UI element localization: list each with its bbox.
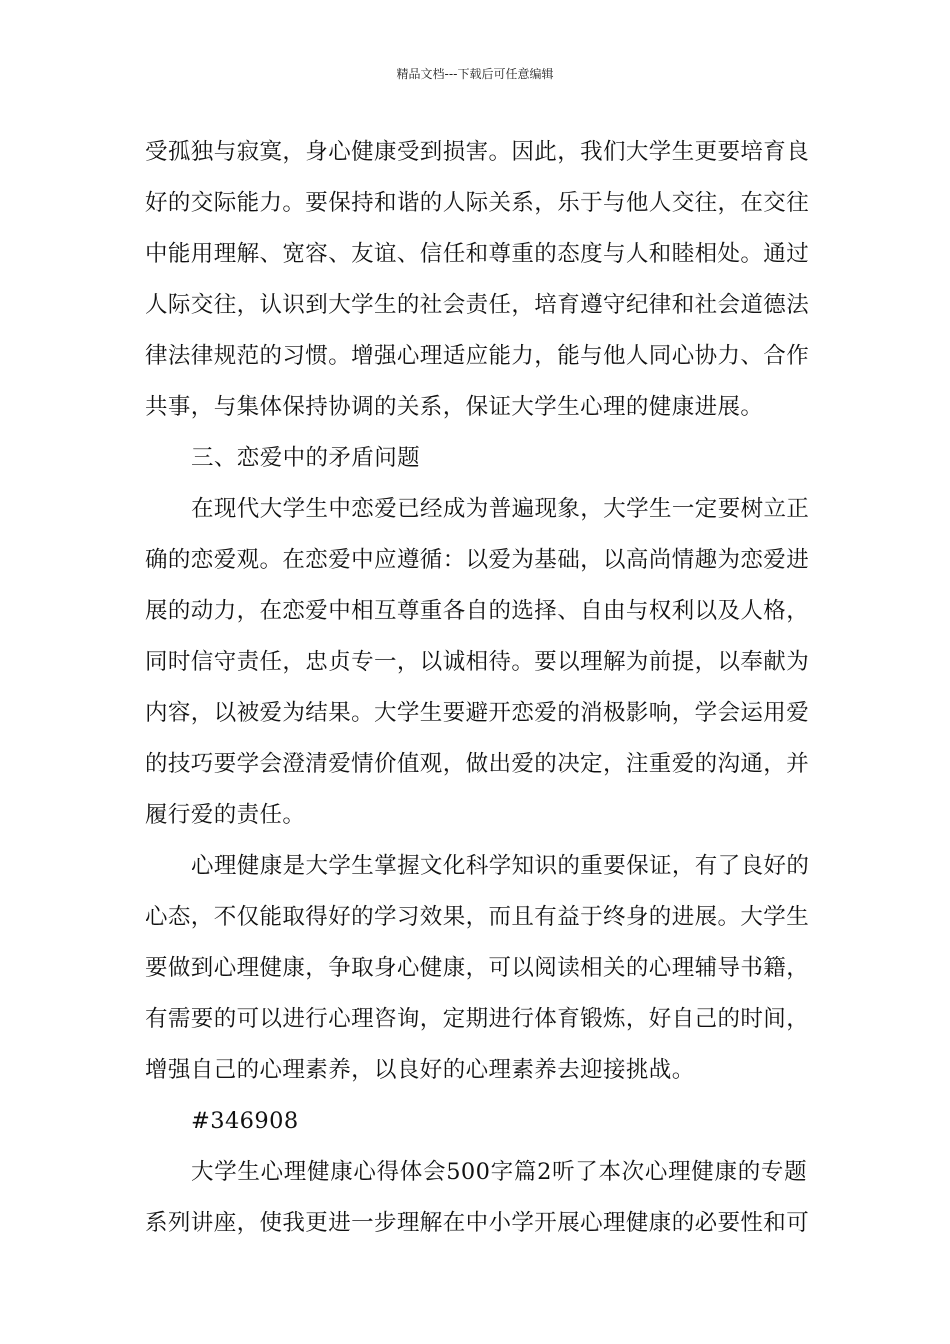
text-line: 确的恋爱观。在恋爱中应遵循：以爱为基础，以高尚情趣为恋爱进 bbox=[145, 547, 810, 573]
text-line: 有需要的可以进行心理咨询，定期进行体育锻炼，好自己的时间， bbox=[145, 1006, 810, 1032]
text-line: 履行爱的责任。 bbox=[145, 802, 306, 828]
document-body bbox=[145, 127, 810, 1249]
text-line: 好的交际能力。要保持和谐的人际关系，乐于与他人交往，在交往 bbox=[145, 190, 810, 216]
text-line: 的技巧要学会澄清爱情价值观，做出爱的决定，注重爱的沟通，并 bbox=[145, 751, 810, 777]
text-line: 内容，以被爱为结果。大学生要避开恋爱的消极影响，学会运用爱 bbox=[145, 700, 810, 726]
text-line: 律法律规范的习惯。增强心理适应能力，能与他人同心协力、合作 bbox=[145, 343, 810, 369]
text-line: 在现代大学生中恋爱已经成为普遍现象，大学生一定要树立正 bbox=[191, 496, 810, 522]
text-line: 人际交往，认识到大学生的社会责任，培育遵守纪律和社会道德法 bbox=[145, 292, 810, 318]
text-line: 大学生心理健康心得体会500字篇2听了本次心理健康的专题 bbox=[191, 1159, 807, 1185]
page-header: 精品文档---下载后可任意编辑 bbox=[396, 67, 554, 81]
text-line: 受孤独与寂寞，身心健康受到损害。因此，我们大学生更要培育良 bbox=[145, 139, 810, 165]
text-line: 心理健康是大学生掌握文化科学知识的重要保证，有了良好的 bbox=[191, 853, 810, 879]
text-line: 心态，不仅能取得好的学习效果，而且有益于终身的进展。大学生 bbox=[145, 904, 810, 930]
document-id: #346908 bbox=[191, 1108, 299, 1134]
text-line: 共事，与集体保持协调的关系，保证大学生心理的健康进展。 bbox=[145, 394, 764, 420]
text-line: 同时信守责任，忠贞专一，以诚相待。要以理解为前提，以奉献为 bbox=[145, 649, 810, 675]
text-line: 系列讲座，使我更进一步理解在中小学开展心理健康的必要性和可 bbox=[145, 1210, 810, 1236]
text-line: 增强自己的心理素养，以良好的心理素养去迎接挑战。 bbox=[145, 1057, 695, 1083]
section-heading: 三、恋爱中的矛盾问题 bbox=[191, 445, 421, 471]
text-line: 中能用理解、宽容、友谊、信任和尊重的态度与人和睦相处。通过 bbox=[145, 241, 810, 267]
text-line: 要做到心理健康，争取身心健康，可以阅读相关的心理辅导书籍， bbox=[145, 955, 810, 981]
text-line: 展的动力，在恋爱中相互尊重各自的选择、自由与权利以及人格， bbox=[145, 598, 810, 624]
